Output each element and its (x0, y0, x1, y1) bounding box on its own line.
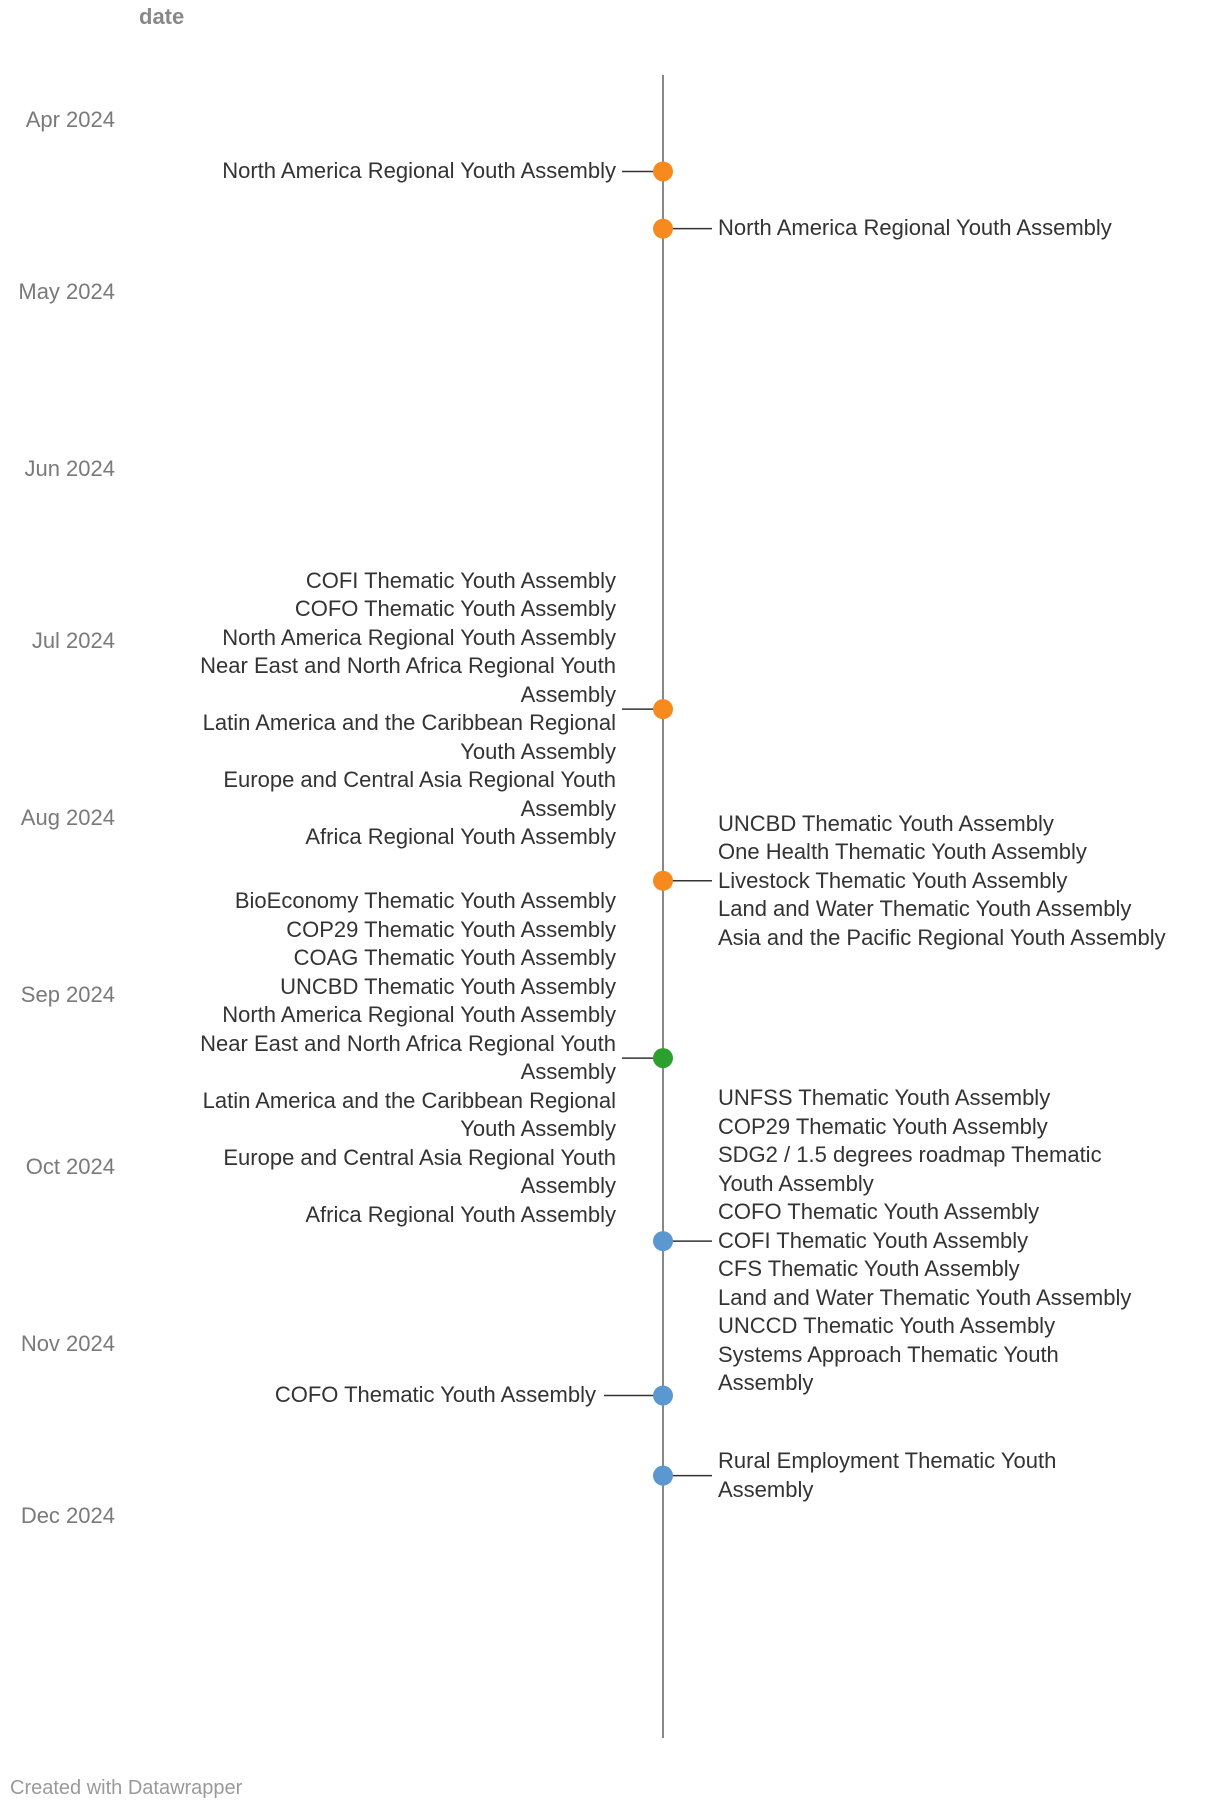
event-dot[interactable] (653, 1048, 673, 1068)
event-label: BioEconomy Thematic Youth Assembly COP29 Thematic Youth Assembly COAG Thematic Youth Assembly UNCBD Thematic Youth Assembly North America Regional Youth Assembly Near East and North Africa Regional Youth Assembly Latin America and the Caribbean Regional Youth Assembly Europe and Central Asia Regional Youth Assembly Africa Regional Youth Assembly (200, 888, 616, 1227)
event-label: COFO Thematic Youth Assembly (274, 1382, 596, 1408)
axis-tick-label: Jul 2024 (31, 627, 115, 653)
axis-tick-label: Nov 2024 (20, 1331, 115, 1357)
event-dot[interactable] (653, 699, 673, 719)
event-label: Rural Employment Thematic Youth Assembly (718, 1448, 1057, 1502)
event-dot[interactable] (653, 161, 673, 181)
axis-tick-label: Apr 2024 (25, 107, 115, 132)
axis-tick-label: May 2024 (18, 278, 115, 304)
datawrapper-credit[interactable]: Created with Datawrapper (10, 1777, 243, 1799)
event-label: UNFSS Thematic Youth Assembly COP29 Thematic Youth Assembly SDG2 / 1.5 degrees roadmap Thematic Youth Assembly COFO Thematic Youth Assembly COFI Thematic Youth Assembly CFS Thematic Youth Assembly Land and Water Thematic Youth Assembly UNCCD Thematic Youth Assembly Systems Approach Thematic Youth Assembly (718, 1085, 1132, 1396)
axis-header: date (139, 4, 185, 29)
event-label: COFI Thematic Youth Assembly COFO Thematic Youth Assembly North America Regional Youth Assembly Near East and North Africa Regional Youth Assembly Latin America and the Caribbean Regional Youth Assembly Europe and Central Asia Regional Youth Assembly Africa Regional Youth Assembly (200, 567, 616, 850)
event-dot[interactable] (653, 1231, 673, 1251)
event-label: UNCBD Thematic Youth Assembly One Health Thematic Youth Assembly Livestock Thematic Youth Assembly Land and Water Thematic Youth Assembly Asia and the Pacific Regional Youth Assembly (718, 810, 1166, 950)
event-label: North America Regional Youth Assembly (222, 158, 616, 184)
event-dot[interactable] (653, 219, 673, 239)
axis-tick-label: Aug 2024 (20, 804, 115, 830)
axis-tick-label: Oct 2024 (25, 1153, 115, 1179)
event-dot[interactable] (653, 1466, 673, 1486)
axis-tick-label: Sep 2024 (20, 982, 115, 1008)
event-dot[interactable] (653, 1386, 673, 1406)
event-dot[interactable] (653, 871, 673, 891)
axis-tick-label: Jun 2024 (24, 455, 115, 481)
event-label: North America Regional Youth Assembly (718, 215, 1112, 241)
axis-tick-label: Dec 2024 (20, 1502, 115, 1528)
